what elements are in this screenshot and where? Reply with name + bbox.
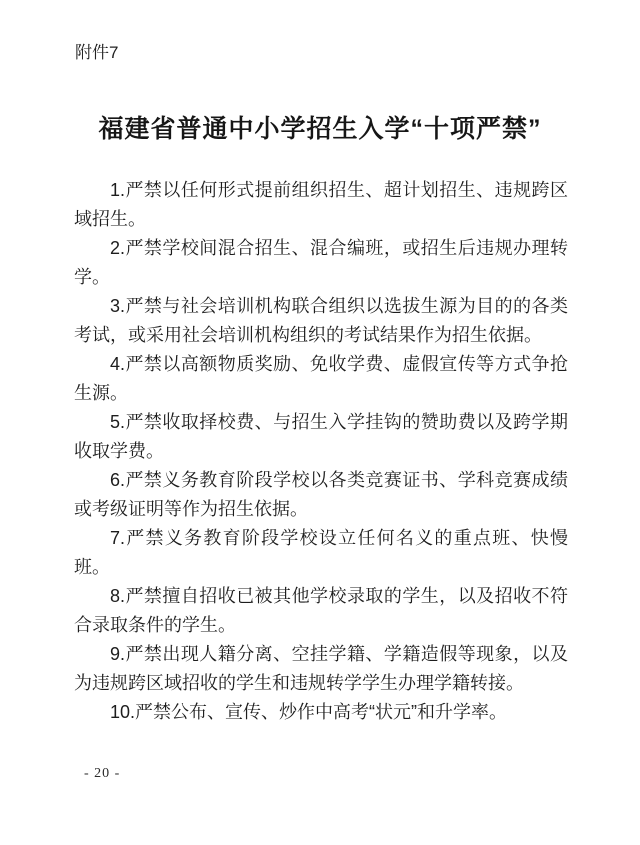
prohibition-item-5: 5.严禁收取择校费、与招生入学挂钩的赞助费以及跨学期收取学费。 [74, 412, 568, 461]
page-number: - 20 - [84, 766, 121, 781]
prohibition-item-6: 6.严禁义务教育阶段学校以各类竞赛证书、学科竞赛成绩或考级证明等作为招生依据。 [74, 470, 568, 519]
prohibition-item-9: 9.严禁出现人籍分离、空挂学籍、学籍造假等现象，以及为违规跨区域招收的学生和违规转学学生办理学籍转接。 [74, 644, 568, 693]
attachment-label: 附件7 [75, 43, 119, 62]
prohibition-item-1: 1.严禁以任何形式提前组织招生、超计划招生、违规跨区域招生。 [74, 180, 568, 229]
prohibition-item-2: 2.严禁学校间混合招生、混合编班，或招生后违规办理转学。 [74, 238, 568, 287]
prohibition-item-7: 7.严禁义务教育阶段学校设立任何名义的重点班、快慢班。 [74, 528, 568, 577]
prohibition-item-8: 8.严禁擅自招收已被其他学校录取的学生，以及招收不符合录取条件的学生。 [74, 586, 568, 635]
prohibition-item-10: 10.严禁公布、宣传、炒作中高考“状元”和升学率。 [110, 702, 508, 722]
document-body [74, 176, 568, 727]
page-title: 福建省普通中小学招生入学“十项严禁” [98, 115, 542, 143]
prohibition-item-3: 3.严禁与社会培训机构联合组织以选拔生源为目的的各类考试，或采用社会培训机构组织的考试结果作为招生依据。 [74, 296, 568, 345]
prohibition-item-4: 4.严禁以高额物质奖励、免收学费、虚假宣传等方式争抢生源。 [74, 354, 568, 403]
